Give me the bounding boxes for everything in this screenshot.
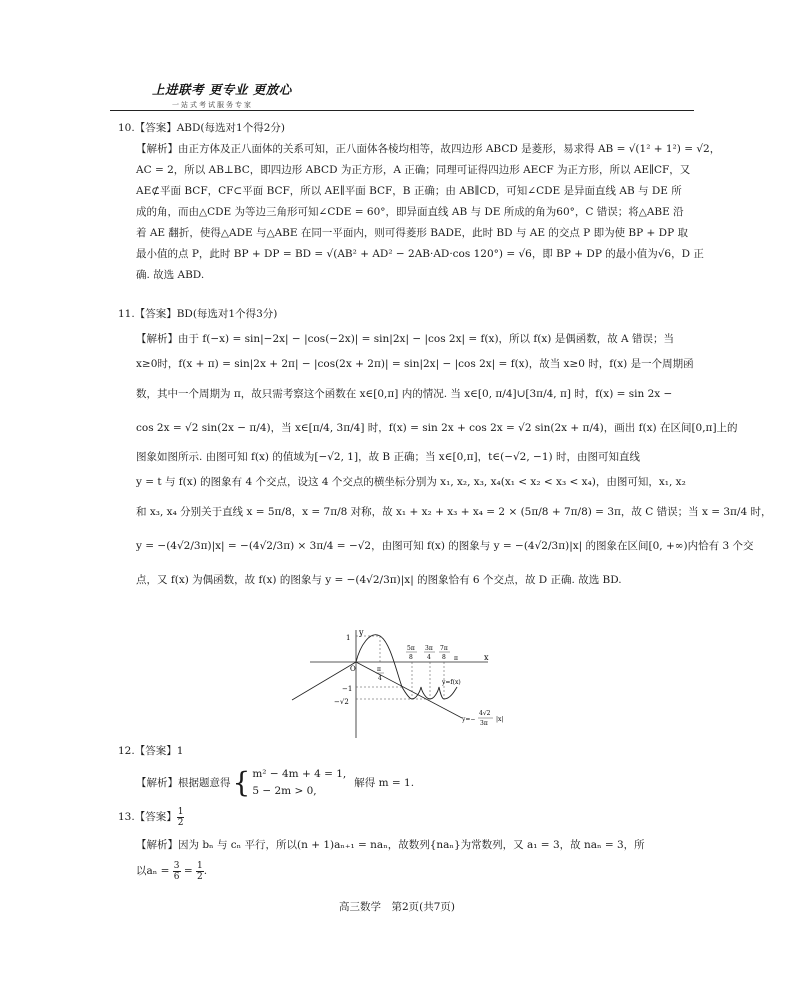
question-13 <box>118 806 678 882</box>
q13-frac1-num: 3 <box>173 860 180 871</box>
q13-line1: 【解析】因为 bₙ 与 cₙ 平行，所以(n + 1)aₙ₊₁ = naₙ，故数列{naₙ}为常数列，又 a₁ = 3，故 naₙ = 3，所 <box>136 839 645 851</box>
q10-line: 【解析】由正方体及正八面体的关系可知，正八面体各棱均相等，故四边形 ABCD 是菱形，易求得 AB = √(1² + 1²) = √2， <box>136 143 721 155</box>
line-label-prefix: y=− <box>462 716 476 723</box>
q13-frac2 <box>196 861 204 882</box>
question-11 <box>118 302 772 597</box>
brand-header <box>152 80 292 110</box>
tick-5pi8-num: 5π <box>407 645 415 652</box>
curve-f-label: y=f(x) <box>442 679 461 686</box>
q12-answer: 12.【答案】1 <box>118 745 184 757</box>
line-label-den: 3π <box>480 720 488 727</box>
q13-line2 <box>136 860 678 882</box>
tick-one: 1 <box>346 634 351 642</box>
brace-icon: { <box>232 766 251 799</box>
tick-neg-sqrt2: −√2 <box>334 698 349 706</box>
q13-answer-den: 2 <box>177 817 184 828</box>
q13-answer-fraction <box>177 807 185 828</box>
q11-line: 【解析】由于 f(−x) = sin|−2x| − |cos(−2x)| = sin|2x| − |cos 2x| = f(x)，所以 f(x) 是偶函数，故 A 错误；当 <box>136 333 674 345</box>
line-label-suffix: |x| <box>496 716 504 723</box>
line-y-neg-k-abs-x <box>356 662 462 718</box>
q13-frac2-den: 2 <box>197 871 203 882</box>
q10-answer: 10.【答案】ABD(每选对1个得2分) <box>118 122 285 134</box>
tick-5pi8-den: 8 <box>409 654 413 661</box>
q13-frac2-num: 1 <box>197 860 203 871</box>
line-label-num: 4√2 <box>479 710 491 717</box>
line-negative-side <box>292 662 356 700</box>
q13-answer-prefix: 13.【答案】 <box>118 811 177 823</box>
q11-line: 和 x₃, x₄ 分别关于直线 x = 5π/8，x = 7π/8 对称，故 x₁ + x₂ + x₃ + x₄ = 2 × (5π/8 + 7π/8) = 3π，故 C 错误；当 x = 3π/4 时， <box>136 506 772 518</box>
origin-label: O <box>350 665 356 673</box>
tick-neg-one: −1 <box>342 685 353 693</box>
q10-line: 最小值的点 P，此时 BP + DP = BD = √(AB² + AD² − 2AB·AD·cos 120°) = √6，即 BP + DP 的最小值为√6，D 正 <box>136 248 704 260</box>
function-graph-figure <box>290 626 550 742</box>
q10-line: 确. 故选 ABD. <box>136 269 205 281</box>
brand-subtitle: 一站式考试服务专家 <box>172 101 253 109</box>
q11-line: y = t 与 f(x) 的图象有 4 个交点，设这 4 个交点的横坐标分别为 x₁, x₂, x₃, x₄(x₁ < x₂ < x₃ < x₄)，由图可知，x₁, x₂ <box>136 476 686 488</box>
y-axis-label: y <box>359 628 364 637</box>
q11-line: cos 2x = √2 sin(2x − π/4)，当 x∈[π/4, 3π/4] 时，f(x) = sin 2x + cos 2x = √2 sin(2x + π/4)，画出 f(x) 在区间[0,π]上的 <box>136 422 738 434</box>
tick-7pi8-num: 7π <box>440 645 448 652</box>
tick-pi: π <box>454 655 458 662</box>
q12-eq2: 5 − 2m > 0, <box>252 785 317 797</box>
header-divider <box>110 110 694 111</box>
tick-pi4-den: 4 <box>378 675 382 682</box>
q13-line2-suffix: . <box>203 865 208 877</box>
q10-line: 着 AE 翻折，使得△ADE 与△ABE 在同一平面内，则可得菱形 BADE，此时 BD 与 AE 的交点 P 即为使 BP + DP 取 <box>136 227 688 239</box>
q10-line: AC = 2，所以 AB⊥BC，即四边形 ABCD 为正方形，A 正确；同理可证得四边形 AECF 为正方形，所以 AE∥CF，又 <box>136 164 691 176</box>
brand-title: 上进联考 更专业 更放心 <box>152 82 292 97</box>
q11-analysis <box>118 327 772 597</box>
q12-system <box>252 766 346 800</box>
q11-answer: 11.【答案】BD(每选对1个得3分) <box>118 308 278 320</box>
question-12 <box>118 740 678 800</box>
q11-line: 点，又 f(x) 为偶函数，故 f(x) 的图象与 y = −(4√2/3π)|x| 的图象恰有 6 个交点，故 D 正确. 故选 BD. <box>136 574 622 586</box>
q10-analysis <box>118 139 721 286</box>
tick-3pi4-num: 3π <box>425 645 433 652</box>
q13-line2-prefix: 以aₙ = <box>136 865 173 877</box>
q11-line: 数，其中一个周期为 π，故只需考察这个函数在 x∈[0,π] 内的情况. 当 x∈[0, π/4]∪[3π/4, π] 时，f(x) = sin 2x − <box>136 388 673 400</box>
q12-suffix: 解得 m = 1. <box>354 777 415 789</box>
tick-pi4-num: π <box>377 666 381 673</box>
q11-line: 图象如图所示. 由图可知 f(x) 的值域为[−√2, 1]，故 B 正确；当 x∈[0,π]，t∈(−√2, −1) 时，由图可知直线 <box>136 451 640 463</box>
q13-analysis <box>118 834 678 882</box>
q13-frac1 <box>173 861 181 882</box>
q10-line: AE⊄平面 BCF，CF⊂平面 BCF，所以 AE∥平面 BCF，B 正确；由 AB∥CD，可知∠CDE 是异面直线 AB 与 DE 所 <box>136 185 682 197</box>
tick-7pi8-den: 8 <box>442 654 446 661</box>
q13-line2-mid: = <box>180 865 196 877</box>
q12-eq1: m² − 4m + 4 = 1, <box>252 768 347 780</box>
question-10 <box>118 118 721 286</box>
q12-prefix: 【解析】根据题意得 <box>136 777 231 789</box>
q13-frac1-den: 6 <box>173 871 180 882</box>
page-footer: 高三数学 第2页(共7页) <box>338 901 456 913</box>
q13-answer-num: 1 <box>177 806 184 817</box>
q11-line: x≥0时，f(x + π) = sin|2x + 2π| − |cos(2x + 2π)| = sin|2x| − |cos 2x| = f(x)，故当 x≥0 时，f(x) 是一个周期函 <box>136 358 694 370</box>
q12-analysis <box>118 766 678 800</box>
q11-line: y = −(4√2/3π)|x| = −(4√2/3π) × 3π/4 = −√2，由图可知 f(x) 的图象与 y = −(4√2/3π)|x| 的图象在区间[0, +∞)内恰有 3 个交 <box>136 540 754 552</box>
q10-line: 成的角，而由△CDE 为等边三角形可知∠CDE = 60°，即异面直线 AB 与 DE 所成的角为60°，C 错误；将△ABE 沿 <box>136 206 684 218</box>
q13-answer <box>118 806 678 828</box>
tick-3pi4-den: 4 <box>427 654 431 661</box>
x-axis-label: x <box>484 653 489 662</box>
